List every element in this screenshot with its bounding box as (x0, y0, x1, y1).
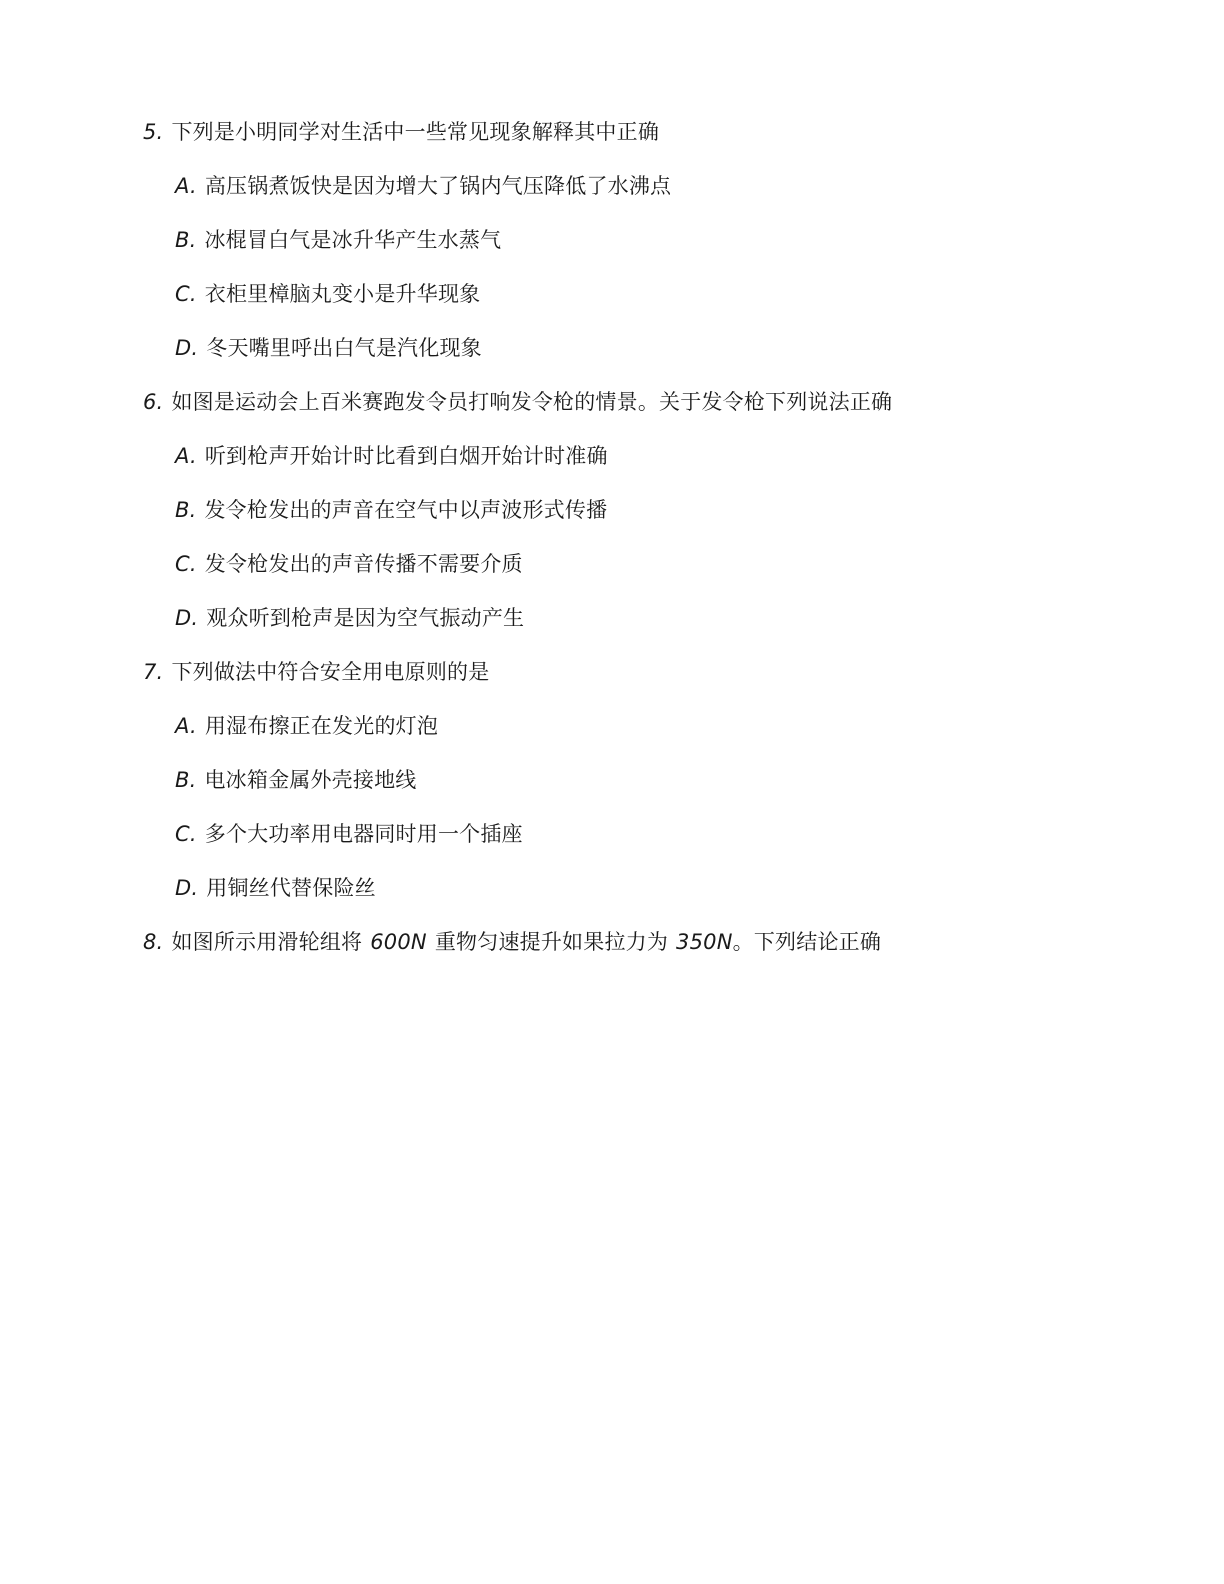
option-letter: C. (175, 822, 197, 846)
quantity-force: 350N (676, 930, 733, 954)
option-text: 听到枪声开始计时比看到白烟开始计时准确 (204, 444, 608, 468)
option-letter: A. (175, 714, 197, 738)
option-6b (175, 495, 607, 525)
quantity-weight: 600N (370, 930, 427, 954)
question-text: 下列做法中符合安全用电原则的是 (171, 660, 490, 684)
option-text: 用湿布擦正在发光的灯泡 (204, 714, 439, 738)
option-letter: D. (175, 336, 199, 360)
question-number: 8. (143, 930, 164, 954)
option-6a (175, 441, 608, 471)
question-5 (143, 117, 659, 147)
option-text: 发令枪发出的声音在空气中以声波形式传播 (204, 498, 608, 522)
option-7a (175, 711, 438, 741)
option-text: 多个大功率用电器同时用一个插座 (204, 822, 523, 846)
option-letter: B. (175, 228, 197, 252)
option-letter: D. (175, 876, 199, 900)
option-6d (175, 603, 524, 633)
option-text: 冰棍冒白气是冰升华产生水蒸气 (204, 228, 502, 252)
option-text: 用铜丝代替保险丝 (206, 876, 376, 900)
option-text: 高压锅煮饭快是因为增大了锅内气压降低了水沸点 (204, 174, 672, 198)
question-text-part: 重物匀速提升如果拉力为 (434, 930, 669, 954)
question-text: 如图是运动会上百米赛跑发令员打响发令枪的情景。关于发令枪下列说法正确 (171, 390, 893, 414)
option-7c (175, 819, 523, 849)
question-number: 7. (143, 660, 164, 684)
question-8 (143, 927, 881, 957)
option-5d (175, 333, 482, 363)
option-letter: A. (175, 174, 197, 198)
question-number: 5. (143, 120, 164, 144)
option-letter: C. (175, 282, 197, 306)
option-letter: A. (175, 444, 197, 468)
question-7 (143, 657, 489, 687)
question-text-part: 如图所示用滑轮组将 (171, 930, 363, 954)
option-7d (175, 873, 376, 903)
option-text: 发令枪发出的声音传播不需要介质 (204, 552, 523, 576)
question-text-part: 。下列结论正确 (732, 930, 882, 954)
option-6c (175, 549, 523, 579)
option-text: 观众听到枪声是因为空气振动产生 (206, 606, 525, 630)
question-text: 下列是小明同学对生活中一些常见现象解释其中正确 (171, 120, 660, 144)
option-letter: C. (175, 552, 197, 576)
option-5c (175, 279, 480, 309)
option-letter: D. (175, 606, 199, 630)
question-6 (143, 387, 892, 417)
option-text: 衣柜里樟脑丸变小是升华现象 (204, 282, 481, 306)
option-text: 电冰箱金属外壳接地线 (204, 768, 417, 792)
option-letter: B. (175, 768, 197, 792)
question-number: 6. (143, 390, 164, 414)
option-7b (175, 765, 416, 795)
option-5a (175, 171, 671, 201)
option-5b (175, 225, 501, 255)
option-text: 冬天嘴里呼出白气是汽化现象 (206, 336, 482, 360)
option-letter: B. (175, 498, 197, 522)
